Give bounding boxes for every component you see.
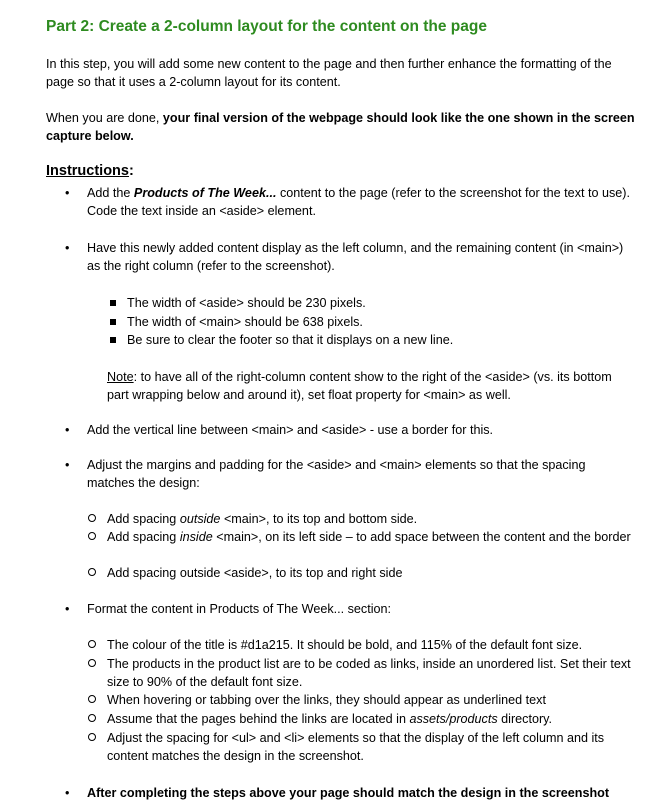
f3-text: When hovering or tabbing over the links, they should appear as underlined text	[107, 693, 546, 707]
f5-text: Adjust the spacing for <ul> and <li> elements so that the display of the left column and its content matches the design in the screenshot.	[107, 731, 605, 763]
circle-bullet-icon	[88, 640, 96, 648]
bullet-icon: •	[65, 786, 70, 800]
instructions-title: Instructions	[46, 163, 129, 179]
b6-text: After completing the steps above your page should match the design in the screenshot	[87, 786, 610, 800]
circle-bullet-icon	[88, 568, 96, 576]
circle-bullet-icon	[88, 695, 96, 703]
i1-pre: Add spacing	[107, 512, 180, 526]
square-bullet-icon	[110, 300, 116, 306]
final-prefix: When you are done,	[46, 111, 163, 125]
b4-text: Adjust the margins and padding for the <aside> and <main> elements so that the spacing matches the design:	[87, 458, 586, 490]
bullet-icon: •	[65, 458, 70, 472]
note-text: : to have all of the right-column content show to the right of the <aside> (vs. its bottom part wrapping below and around it), set float property for <main> as well.	[107, 370, 612, 402]
f4-post: directory.	[497, 712, 553, 726]
i2-pre: Add spacing	[107, 530, 180, 544]
final-paragraph	[46, 109, 636, 145]
sq-0-text: The width of <aside> should be 230 pixels.	[127, 296, 366, 310]
f4-pre: Assume that the pages behind the links are located in	[107, 712, 410, 726]
i1-em: outside	[179, 512, 221, 526]
bullet-icon: •	[65, 241, 70, 255]
b2-text: Have this newly added content display as the left column, and the remaining content (in <main>) as the right column (refer to the screenshot).	[87, 241, 624, 273]
b5-text: Format the content in Products of The Week... section:	[87, 602, 392, 616]
i2-post: <main>, on its left side – to add space between the content and the border	[212, 530, 631, 544]
sq-2-text: Be sure to clear the footer so that it displays on a new line.	[127, 333, 454, 347]
note-label: Note	[107, 370, 134, 384]
b1-post: content to the page (refer to the screenshot for the text to use). Code the text inside an <aside> element.	[87, 186, 630, 218]
f4-em: assets/products	[409, 712, 498, 726]
i3-text: Add spacing outside <aside>, to its top and right side	[107, 566, 403, 580]
f1-text: The colour of the title is #d1a215. It should be bold, and 115% of the default font size.	[107, 638, 583, 652]
circle-bullet-icon	[88, 532, 96, 540]
f2-text: The products in the product list are to be coded as links, inside an unordered list. Set their text size to 90% of the default font size.	[107, 657, 631, 689]
b1-bold: Products of The Week...	[133, 186, 277, 200]
b1-pre: Add the	[87, 186, 134, 200]
square-bullet-icon	[110, 337, 116, 343]
note-paragraph	[107, 368, 632, 404]
title-text: Create a 2-column layout for the content on the page	[98, 18, 487, 35]
sq-1-text: The width of <main> should be 638 pixels.	[127, 315, 363, 329]
bullet-icon: •	[65, 186, 70, 200]
instructions-colon: :	[128, 163, 134, 179]
i1-post: <main>, to its top and bottom side.	[220, 512, 418, 526]
title-prefix: Part 2:	[46, 18, 99, 35]
instructions-heading	[46, 162, 134, 180]
circle-bullet-icon	[88, 714, 96, 722]
b3-text: Add the vertical line between <main> and <aside> - use a border for this.	[87, 423, 494, 437]
final-bold: your final version of the webpage should look like the one shown in the screen capture below.	[46, 111, 635, 143]
circle-bullet-icon	[88, 659, 96, 667]
intro-paragraph: In this step, you will add some new content to the page and then further enhance the formatting of the page so that it uses a 2-column layout for its content.	[46, 57, 612, 89]
i2-em: inside	[179, 530, 213, 544]
circle-bullet-icon	[88, 733, 96, 741]
bullet-icon: •	[65, 602, 70, 616]
bullet-icon: •	[65, 423, 70, 437]
page-title	[46, 17, 487, 37]
square-bullet-icon	[110, 319, 116, 325]
circle-bullet-icon	[88, 514, 96, 522]
